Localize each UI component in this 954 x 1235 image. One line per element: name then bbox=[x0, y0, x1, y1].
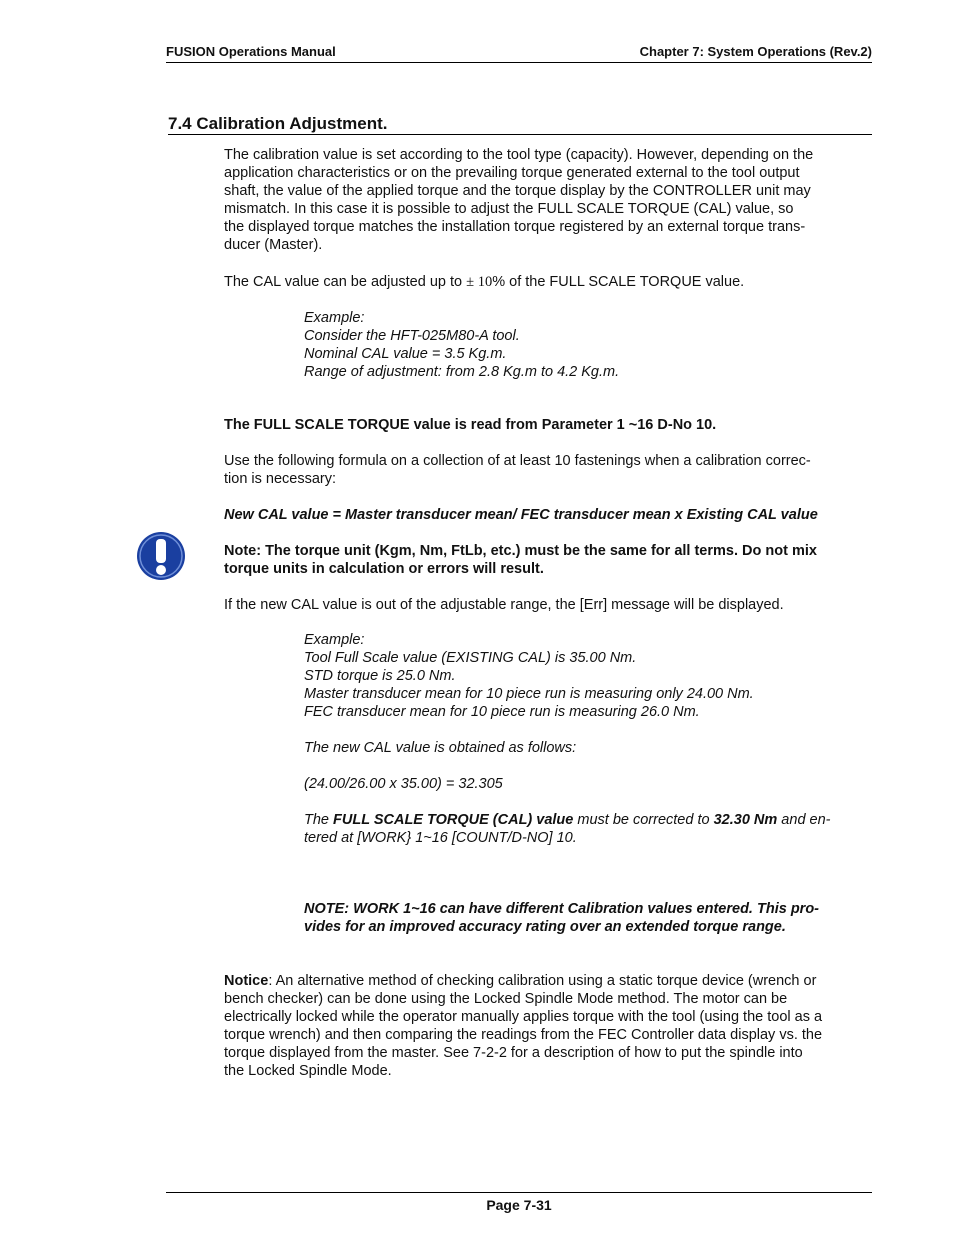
obtained-line: The new CAL value is obtained as follows: bbox=[304, 740, 577, 756]
chapter-title: Chapter 7: System Operations (Rev.2) bbox=[639, 44, 872, 59]
calculation: (24.00/26.00 x 35.00) = 32.305 bbox=[304, 776, 503, 792]
page-header bbox=[166, 44, 872, 63]
example-1: Example: Consider the HFT-025M80-A tool. Nominal CAL value = 3.5 Kg.m. Range of adjustment: from 2.8 Kg.m to 4.2 Kg.m. bbox=[304, 310, 620, 380]
example-2: Example: Tool Full Scale value (EXISTING CAL) is 35.00 Nm. STD torque is 25.0 Nm. Master transducer mean for 10 piece run is measuring only 24.00 Nm. FEC transducer mean for 10 piece run is measuring 26.0 Nm. bbox=[304, 632, 754, 720]
caution-note: Note: The torque unit (Kgm, Nm, FtLb, etc.) must be the same for all terms. Do not mix torque units in calculation or errors will result. bbox=[224, 543, 817, 577]
page-number: Page 7-31 bbox=[486, 1197, 552, 1213]
intro-paragraph: The calibration value is set according to the tool type (capacity). However, depending on the application characteristics or on the prevailing torque generated external to the tool output shaft, the value of the applied torque and the torque display by the CONTROLLER unit may mismatch. In this case it is possible to adjust the FULL SCALE TORQUE (CAL) value, so the displayed torque matches the installation torque registered by an external torque trans- ducer (Master). bbox=[224, 147, 814, 253]
work-note: NOTE: WORK 1~16 can have different Calibration values entered. This pro- vides for an improved accuracy rating over an extended torque range. bbox=[304, 901, 820, 935]
result-statement: The FULL SCALE TORQUE (CAL) value must be corrected to 32.30 Nm and en- tered at [WORK} 1~16 [COUNT/D-NO] 10. bbox=[304, 812, 831, 846]
err-line: If the new CAL value is out of the adjustable range, the [Err] message will be displayed. bbox=[224, 597, 784, 613]
section-heading bbox=[168, 113, 872, 135]
cal-range-line: The CAL value can be adjusted up to ± 10% of the FULL SCALE TORQUE value. bbox=[224, 274, 745, 290]
page-footer bbox=[166, 1192, 872, 1213]
section-title: 7.4 Calibration Adjustment. bbox=[168, 114, 388, 133]
notice-paragraph: Notice: An alternative method of checking calibration using a static torque device (wrench or bench checker) can be done using the Locked Spindle Mode method. The motor can be electrically locked while the operator manually applies torque with the tool (using the tool as a torque wrench) and then comparing the readings from the FEC Controller data display vs. the torque displayed from the master. See 7-2-2 for a description of how to put the spindle into the Locked Spindle Mode. bbox=[224, 973, 823, 1079]
formula-intro: Use the following formula on a collection of at least 10 fastenings when a calibration correc- tion is necessary: bbox=[224, 453, 811, 487]
full-scale-note: The FULL SCALE TORQUE value is read from Parameter 1 ~16 D-No 10. bbox=[224, 417, 717, 433]
manual-title: FUSION Operations Manual bbox=[166, 44, 336, 59]
exclamation-icon bbox=[136, 531, 186, 581]
formula: New CAL value = Master transducer mean/ FEC transducer mean x Existing CAL value bbox=[224, 507, 818, 523]
